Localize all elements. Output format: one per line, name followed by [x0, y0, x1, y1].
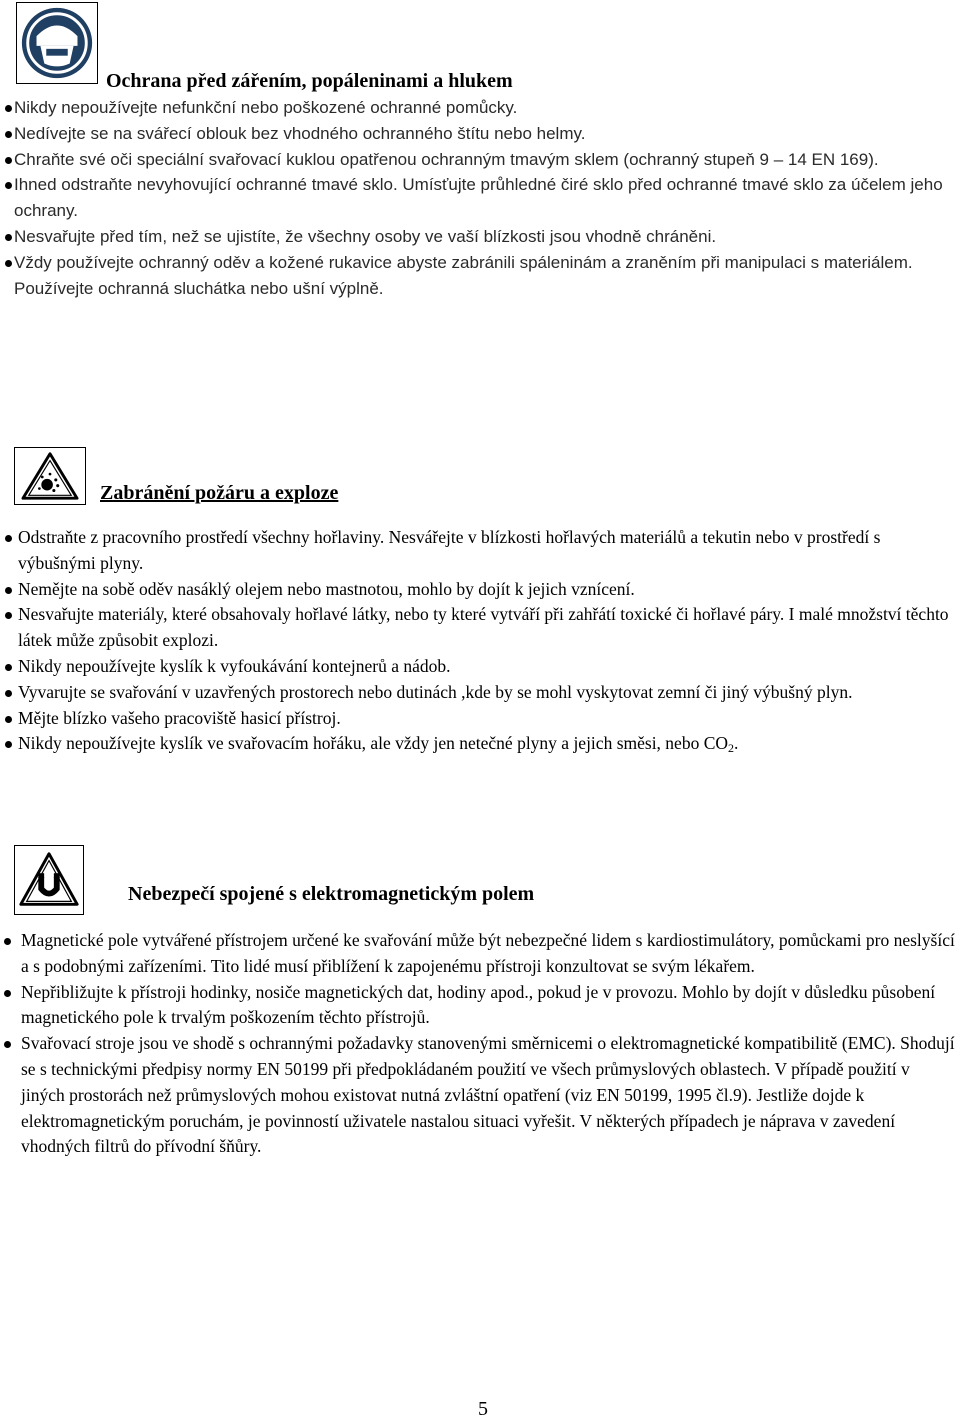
- list-item: Nesvařujte před tím, než se ujistíte, že všechny osoby ve vaší blízkosti jsou vhodně chráněni.: [14, 224, 960, 250]
- list-item-text: Nikdy nepoužívejte kyslík ve svařovacím hořáku, ale vždy jen netečné plyny a jejich směsi, nebo CO: [18, 733, 729, 754]
- magnetic-field-warning-icon: [14, 845, 84, 915]
- list-item: Nedívejte se na svářecí oblouk bez vhodného ochranného štítu nebo helmy.: [14, 121, 960, 147]
- list-item: Nepřibližujte k přístroji hodinky, nosiče magnetických dat, hodiny apod., pokud je v provozu. Mohlo by dojít v důsledku působení magnetického pole k trvalým poškozením těchto přístrojů.: [21, 980, 956, 1032]
- welding-helmet-icon: [16, 2, 98, 84]
- list-item: Vyvarujte se svařování v uzavřených prostorech nebo dutinách ,kde by se mohl vyskytovat zemní či jiný výbušný plyn.: [18, 680, 960, 706]
- list-item: [18, 731, 960, 757]
- list-item: Mějte blízko vašeho pracoviště hasicí přístroj.: [18, 706, 960, 732]
- section-heading: Zabránění požáru a exploze: [100, 482, 339, 504]
- list-item-suffix: .: [734, 733, 739, 754]
- list-item: Nikdy nepoužívejte nefunkční nebo poškozené ochranné pomůcky.: [14, 95, 960, 121]
- list-item: Nemějte na sobě oděv nasáklý olejem nebo mastnotou, mohlo by dojít k jejich vznícení.: [18, 577, 960, 603]
- bullet-list: [21, 928, 956, 1160]
- page-number: 5: [478, 1398, 488, 1420]
- section-heading: Nebezpečí spojené s elektromagnetickým polem: [128, 883, 535, 905]
- section-heading: Ochrana před zářením, popáleninami a hlukem: [106, 70, 513, 92]
- explosion-warning-icon: [14, 447, 86, 505]
- list-item: Nikdy nepoužívejte kyslík k vyfoukávání kontejnerů a nádob.: [18, 654, 960, 680]
- bullet-list: [14, 95, 960, 301]
- list-item: Nesvařujte materiály, které obsahovaly hořlavé látky, nebo ty které vytváří při zahřátí toxické či hořlavé páry. I malé množství těchto látek může způsobit explozi.: [18, 602, 960, 654]
- list-item: Svařovací stroje jsou ve shodě s ochrannými požadavky stanovenými směrnicemi o elektromagnetické kompatibilitě (EMC). Shodují se s technickými předpisy normy EN 50199 při předpokládaném použití ve všech průmyslových oblastech. V případě použití v jiných prostorách než průmyslových mohou existovat nutná zvláštní opatření (viz EN 50199, 1995 čl.9). Jestliže dojde k elektromagnetickým poruchám, je povinností uživatele nastalou situaci vyřešit. V některých případech je náprava v zavedení vhodných filtrů do přívodní šňůry.: [21, 1031, 956, 1160]
- list-item: Magnetické pole vytvářené přístrojem určené ke svařování může být nebezpečné lidem s kardiostimulátory, pomůckami pro neslyšící a s podobnými zařízeními. Tito lidé musí přiblížení k zapojenému přístroji konzultovat se svým lékařem.: [21, 928, 956, 980]
- list-item: Vždy používejte ochranný oděv a kožené rukavice abyste zabránili spáleninám a zraněním při manipulaci s materiálem. Používejte ochranná sluchátka nebo ušní výplně.: [14, 250, 960, 302]
- subscript: 2: [728, 741, 735, 756]
- list-item: Ihned odstraňte nevyhovující ochranné tmavé sklo. Umísťujte průhledné čiré sklo před ochranné tmavé sklo za účelem jeho ochrany.: [14, 172, 960, 224]
- bullet-list: [18, 525, 960, 757]
- list-item: Odstraňte z pracovního prostředí všechny hořlaviny. Nesvářejte v blízkosti hořlavých materiálů a tekutin nebo v prostředí s výbušnými plyny.: [18, 525, 960, 577]
- list-item: Chraňte své oči speciální svařovací kuklou opatřenou ochranným tmavým sklem (ochranný stupeň 9 – 14 EN 169).: [14, 147, 960, 173]
